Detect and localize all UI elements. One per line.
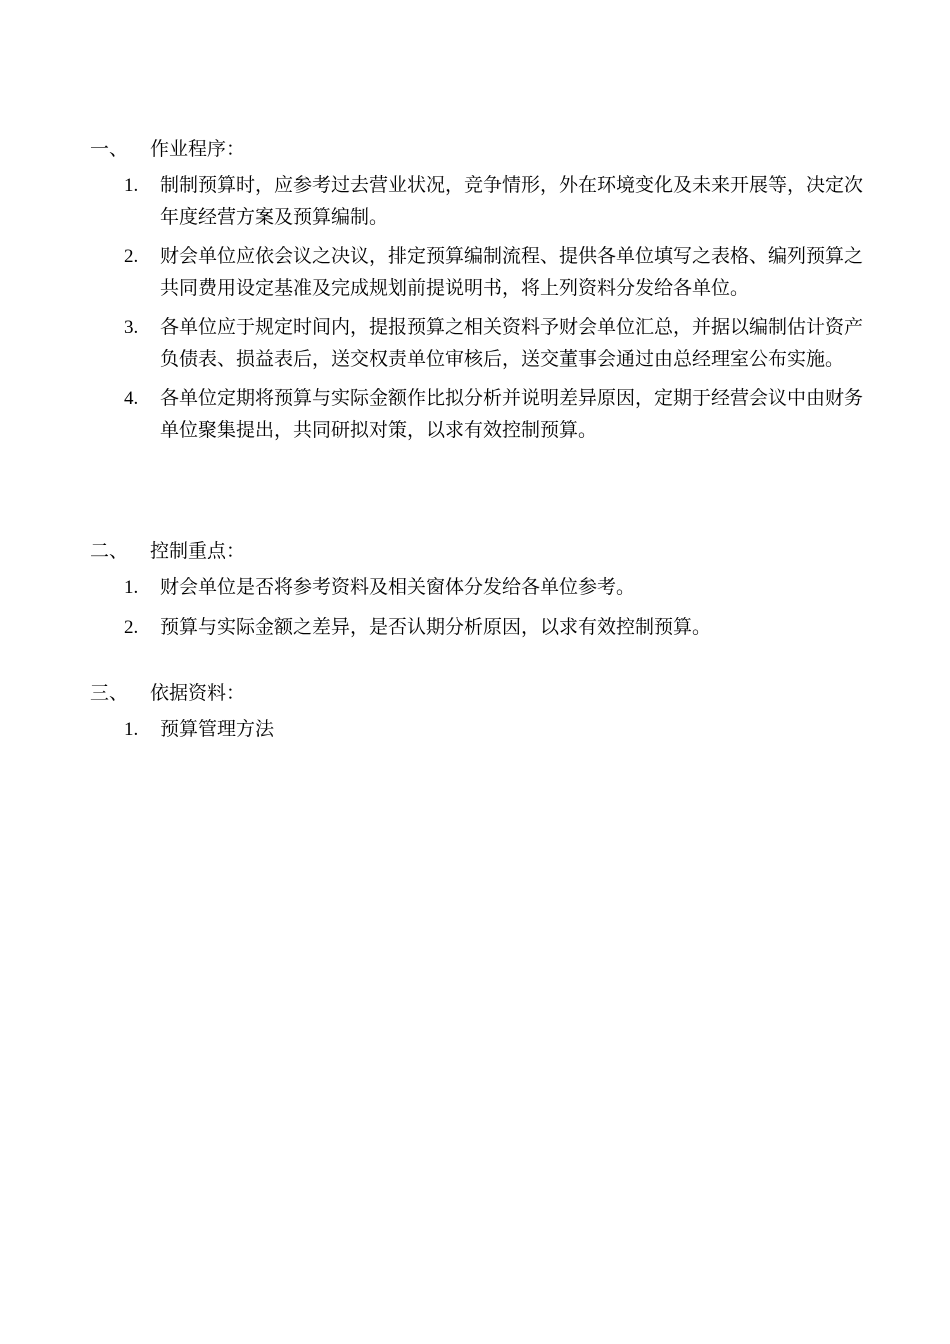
list-item-number: 2.: [124, 616, 139, 638]
list-item-text: 财会单位应依会议之决议，排定预算编制流程、提供各单位填写之表格、编列预算之共同费用设定基准及完成规划前提说明书，将上列资料分发给各单位。: [160, 245, 864, 299]
list-item-number: 1.: [124, 175, 139, 196]
list-item-text: 预算与实际金额之差异，是否认期分析原因，以求有效控制预算。: [160, 615, 712, 638]
section-heading: [0, 536, 950, 566]
list-item: [0, 572, 950, 604]
section-number: 二、: [90, 540, 129, 562]
list-item: [0, 612, 950, 644]
section-procedure: [0, 134, 950, 454]
references-list: [0, 714, 950, 746]
list-item: [0, 383, 950, 446]
section-references: [0, 678, 950, 754]
list-item: [0, 241, 950, 304]
list-item: [0, 714, 950, 746]
list-item-number: 3.: [124, 317, 139, 338]
list-item-text: 预算管理方法: [160, 718, 275, 740]
list-item: [0, 170, 950, 233]
section-heading: [0, 678, 950, 708]
list-item-text: 制制预算时，应参考过去营业状况，竞争情形，外在环境变化及未来开展等，决定次年度经营方案及预算编制。: [160, 174, 864, 228]
section-number: 三、: [90, 682, 129, 704]
list-item-text: 财会单位是否将参考资料及相关窗体分发给各单位参考。: [160, 576, 636, 598]
section-number: 一、: [90, 138, 129, 160]
control-points-list: [0, 572, 950, 643]
section-control-points: [0, 536, 950, 651]
procedure-list: [0, 170, 950, 446]
section-title: 控制重点：: [150, 540, 246, 562]
list-item-number: 1.: [124, 719, 139, 740]
section-title: 作业程序：: [150, 138, 246, 160]
list-item-text: 各单位定期将预算与实际金额作比拟分析并说明差异原因，定期于经营会议中由财务单位聚集提出，共同研拟对策，以求有效控制预算。: [160, 387, 864, 441]
list-item-number: 2.: [124, 246, 139, 267]
list-item-number: 4.: [124, 388, 139, 409]
section-heading: [0, 134, 950, 164]
list-item-text: 各单位应于规定时间内，提报预算之相关资料予财会单位汇总，并据以编制估计资产负债表、损益表后，送交权责单位审核后，送交董事会通过由总经理室公布实施。: [160, 316, 864, 370]
list-item: [0, 312, 950, 375]
section-title: 依据资料：: [150, 682, 246, 704]
list-item-number: 1.: [124, 577, 139, 598]
